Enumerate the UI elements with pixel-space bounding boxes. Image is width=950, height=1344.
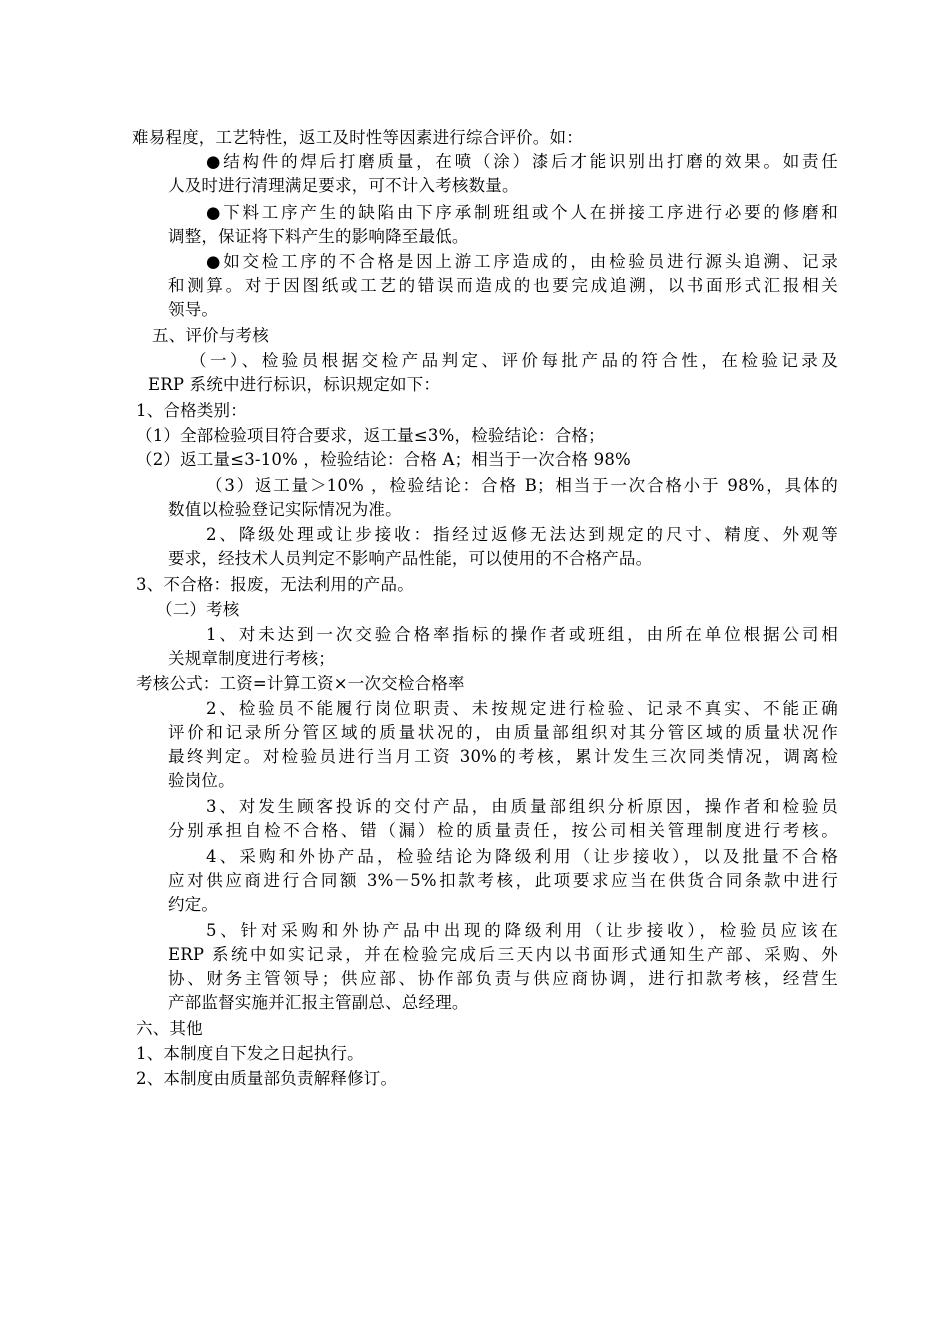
bullet-line: ●结构件的焊后打磨质量，在喷（涂）漆后才能识别出打磨的效果。如责任: [206, 152, 838, 171]
text-line: 1、合格类别：: [136, 401, 247, 420]
text-line: 2、降级处理或让步接收：指经过返修无法达到规定的尺寸、精度、外观等: [206, 525, 838, 544]
bullet-line: ●如交检工序的不合格是因上游工序造成的，由检验员进行源头追溯、记录: [206, 252, 838, 271]
text-line: ERP 系统中进行标识，标识规定如下：: [148, 375, 441, 394]
text-line: 关规章制度进行考核；: [168, 649, 335, 668]
text-line: 难易程度，工艺特性，返工及时性等因素进行综合评价。如：: [132, 128, 583, 147]
text-line: （3）返工量＞10% ，检验结论：合格 B；相当于一次合格小于 98%，具体的: [206, 476, 838, 495]
text-line: 分别承担自检不合格、错（漏）检的质量责任，按公司相关管理制度进行考核。: [168, 821, 838, 840]
text-line: 协、财务主管领导；供应部、协作部负责与供应商协调，进行扣款考核，经营生: [168, 969, 838, 988]
text-line: 产部监督实施并汇报主管副总、总经理。: [168, 993, 469, 1012]
text-line: 1、对未达到一次交验合格率指标的操作者或班组，由所在单位根据公司相: [206, 625, 838, 644]
text-line: 评价和记录所分管区域的质量状况的，由质量部组织对其分管区域的质量状况作: [168, 723, 838, 742]
text-line: 最终判定。对检验员进行当月工资 30%的考核，累计发生三次同类情况，调离检: [168, 747, 838, 766]
bullet-line: 和测算。对于因图纸或工艺的错误而造成的也要完成追溯，以书面形式汇报相关: [168, 276, 838, 295]
text-line: 5、针对采购和外协产品中出现的降级利用（让步接收），检验员应该在: [206, 921, 838, 940]
bullet-line: 人及时进行清理满足要求，可不计入考核数量。: [168, 176, 519, 195]
bullet-line: 调整，保证将下料产生的影响降至最低。: [168, 227, 469, 246]
text-line: 验岗位。: [168, 771, 235, 790]
text-line: 约定。: [168, 895, 219, 914]
text-line: 3、对发生顾客投诉的交付产品，由质量部组织分析原因，操作者和检验员: [206, 797, 838, 816]
text-line: 1、本制度自下发之日起执行。: [136, 1044, 364, 1063]
text-line: 应对供应商进行合同额 3%－5%扣款考核，此项要求应当在供货合同条款中进行: [168, 871, 838, 890]
bullet-line: 领导。: [168, 300, 219, 319]
bullet-line: ●下料工序产生的缺陷由下序承制班组或个人在拼接工序进行必要的修磨和: [206, 203, 838, 222]
text-line: 2、本制度由质量部负责解释修订。: [136, 1069, 398, 1088]
text-line: （1）全部检验项目符合要求，返工量≤3%，检验结论：合格；: [136, 426, 605, 445]
text-line: 2、检验员不能履行岗位职责、未按规定进行检验、记录不真实、不能正确: [206, 699, 838, 718]
section-heading: 五、评价与考核: [152, 326, 269, 345]
text-line: 3、不合格：报废，无法利用的产品。: [136, 575, 414, 594]
text-line: 要求，经技术人员判定不影响产品性能，可以使用的不合格产品。: [168, 549, 653, 568]
text-line: ERP 系统中如实记录，并在检验完成后三天内以书面形式通知生产部、采购、外: [168, 945, 838, 964]
text-line: （2）返工量≤3-10% ，检验结论：合格 A；相当于一次合格 98%: [136, 450, 631, 469]
section-heading: 六、其他: [136, 1019, 203, 1038]
text-line: （一）、检验员根据交检产品判定、评价每批产品的符合性，在检验记录及: [190, 351, 838, 370]
text-line: 数值以检验登记实际情况为准。: [168, 500, 402, 519]
formula-line: 考核公式：工资=计算工资×一次交检合格率: [136, 674, 465, 693]
section-subheading: （二）考核: [156, 600, 240, 619]
text-line: 4、采购和外协产品，检验结论为降级利用（让步接收），以及批量不合格: [206, 847, 838, 866]
